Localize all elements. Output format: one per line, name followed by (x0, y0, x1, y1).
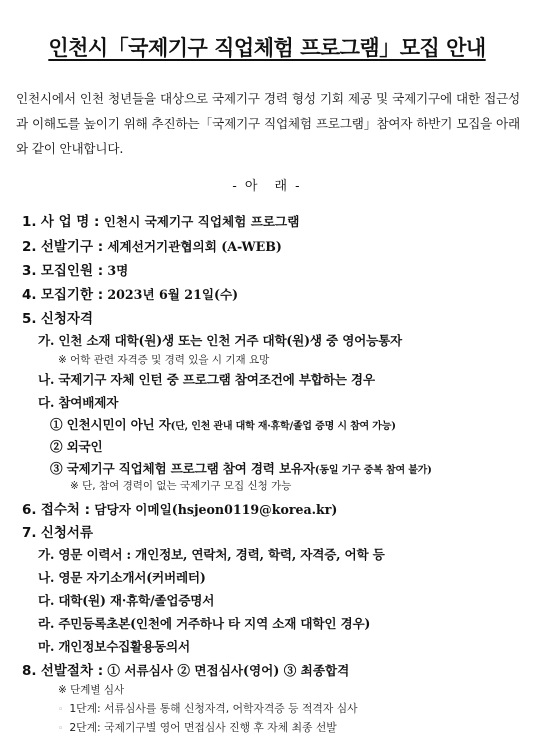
bullet-icon: ◦ (58, 724, 64, 734)
selection-step-1 (58, 701, 358, 716)
section-label: 접수처 : (40, 502, 91, 518)
section-value: ① 서류심사 ② 면접심사(영어) ③ 최종합격 (107, 663, 350, 678)
exclusion-item-2 (50, 436, 102, 455)
section-documents (22, 521, 93, 541)
intro-paragraph: 인천시에서 인천 청년들을 대상으로 국제기구 경력 형성 기회 제공 및 국제기구에 대한 접근성과 이해도를 높이기 위해 추진하는「국제기구 직업체험 프로그램」참여자 하반기 모집을 아래와 같이 안내합니다. (16, 91, 520, 156)
section-label: 선발절차 : (40, 663, 104, 679)
section-organization (22, 235, 282, 255)
eligibility-item-b: 나. 국제기구 자체 인턴 중 프로그램 참여조건에 부합하는 경우 (38, 372, 375, 387)
selection-step-2 (58, 720, 337, 735)
section-number: 5. (22, 311, 37, 327)
section-label: 모집인원 : (40, 263, 104, 279)
section-number: 7. (22, 525, 37, 541)
section-value: 3명 (107, 263, 129, 278)
page-title: 인천시「국제기구 직업체험 프로그램」모집 안내 (48, 36, 486, 60)
step-text: 1단계: 서류심사를 통해 신청자격, 어학자격증 등 적격자 심사 (69, 702, 358, 715)
exclusion-text: ① 인천시민이 아닌 자 (50, 417, 171, 432)
section-number: 1. (22, 214, 37, 230)
section-submission (22, 498, 337, 518)
document-item: 가. 영문 이력서 : 개인정보, 연락처, 경력, 학력, 자격증, 어학 등 (38, 547, 385, 562)
step-text: 2단계: 국제기구별 영어 면접심사 진행 후 자체 최종 선발 (69, 721, 337, 734)
exclusion-text: ③ 국제기구 직업체험 프로그램 참여 경력 보유자 (50, 461, 315, 476)
section-value: 인천시 국제기구 직업체험 프로그램 (103, 214, 300, 229)
section-value: 세계선거기관협의회 (A-WEB) (107, 239, 282, 254)
section-number: 4. (22, 287, 37, 303)
eligibility-item-a: 가. 인천 소재 대학(원)생 또는 인천 거주 대학(원)생 중 영어능통자 (38, 333, 403, 348)
section-project-name (22, 210, 299, 230)
section-label: 모집기한 : (40, 287, 104, 303)
exclusion-text: ② 외국인 (50, 439, 103, 454)
eligibility-note: ※ 어학 관련 자격증 및 경력 있을 시 기재 요망 (58, 354, 270, 366)
section-label: 신청서류 (40, 525, 93, 541)
document-item: 마. 개인정보수집활용동의서 (38, 639, 190, 654)
section-label: 신청자격 (40, 311, 93, 327)
section-number: 8. (22, 663, 37, 679)
section-selection (22, 659, 349, 679)
section-value: 담당자 이메일(hsjeon0119@korea.kr) (94, 502, 338, 517)
section-number: 3. (22, 263, 37, 279)
below-label: - 아 래 - (232, 179, 302, 194)
section-number: 2. (22, 239, 37, 255)
exclusion-item-3 (50, 458, 432, 477)
document-item: 나. 영문 자기소개서(커버레터) (38, 570, 206, 585)
section-value: 2023년 6월 21일(수) (107, 287, 239, 302)
selection-note: ※ 단계별 심사 (58, 684, 125, 696)
exclusion-detail: (단, 인천 관내 대학 재·휴학/졸업 증명 시 참여 가능) (170, 421, 396, 432)
document-item: 다. 대학(원) 재·휴학/졸업증명서 (38, 593, 215, 608)
section-label: 선발기구 : (40, 239, 104, 255)
exclusion-detail: (동일 기구 중복 참여 불가) (314, 465, 432, 476)
section-number: 6. (22, 502, 37, 518)
bullet-icon: ◦ (58, 705, 64, 715)
exclusion-item-1 (50, 414, 396, 433)
document-item: 라. 주민등록초본(인천에 거주하나 타 지역 소재 대학인 경우) (38, 616, 371, 631)
section-eligibility (22, 307, 93, 327)
exclusion-note: ※ 단, 참여 경력이 없는 국제기구 모집 신청 가능 (70, 480, 292, 492)
section-deadline (22, 283, 238, 303)
section-headcount (22, 259, 128, 279)
section-label: 사 업 명 : (40, 214, 100, 230)
eligibility-item-c: 다. 참여배제자 (38, 395, 119, 410)
